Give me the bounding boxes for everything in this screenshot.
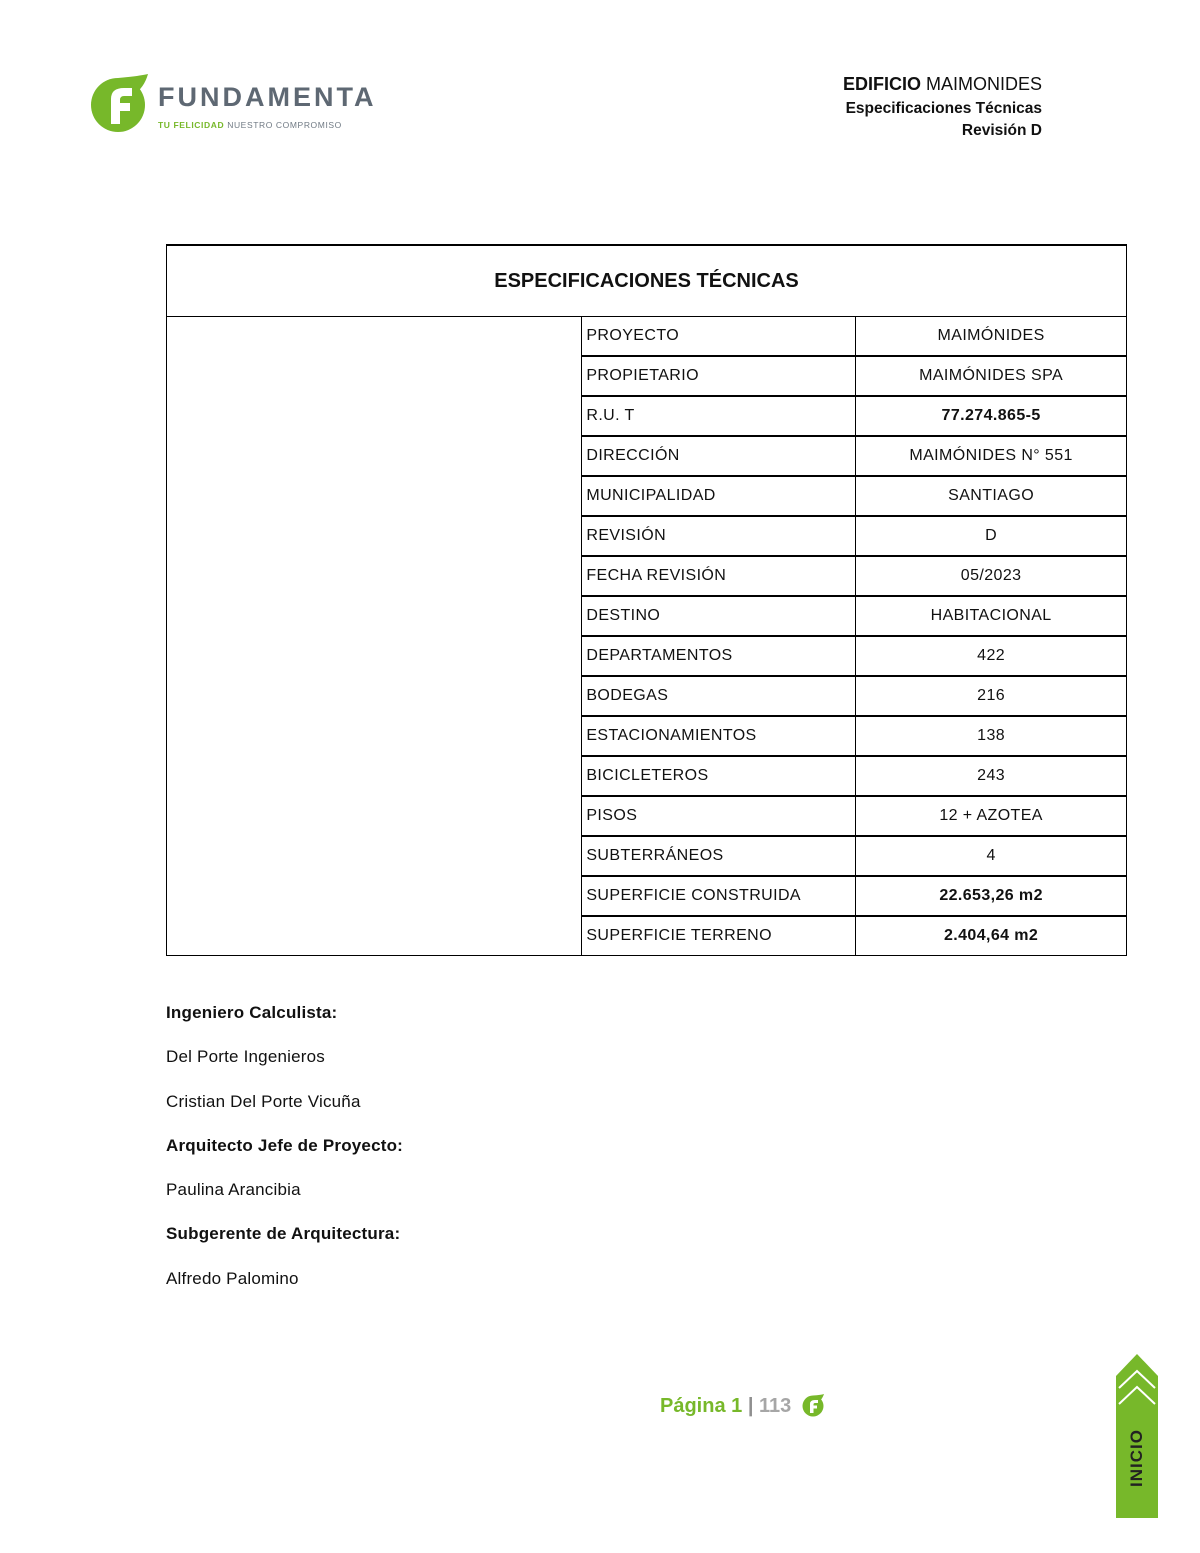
row-value: 4 [856,836,1127,876]
row-value: 243 [856,756,1127,796]
row-label: R.U. T [582,396,856,436]
inicio-label: INICIO [1127,1429,1146,1487]
fundamenta-mini-logo-icon [801,1393,825,1417]
inicio-nav-tab[interactable] [1116,1354,1158,1518]
row-label: ESTACIONAMIENTOS [582,716,856,756]
row-label: SUPERFICIE CONSTRUIDA [582,876,856,916]
page-label: Página [660,1395,726,1417]
page-separator: | [747,1395,754,1417]
row-value: D [856,516,1127,556]
spec-table-empty-cell [167,317,582,956]
row-label: REVISIÓN [582,516,856,556]
row-value: HABITACIONAL [856,596,1127,636]
logo-wordmark: FUNDAMENTA [158,82,377,112]
document-title: Especificaciones Técnicas [845,99,1042,117]
fundamenta-f-logo-icon [88,72,150,136]
row-value: 216 [856,676,1127,716]
calculista-name: Cristian Del Porte Vicuña [166,1091,361,1111]
building-name: MAIMONIDES [925,74,1042,94]
row-value: 422 [856,636,1127,676]
row-value: MAIMÓNIDES N° 551 [856,436,1127,476]
row-value: MAIMÓNIDES SPA [856,356,1127,396]
row-label: SUPERFICIE TERRENO [582,916,856,956]
arquitecto-name: Paulina Arancibia [166,1180,301,1200]
document-header [843,74,1042,141]
page-number: 1 [731,1395,743,1417]
building-title [843,74,1042,96]
total-pages: 113 [759,1395,792,1417]
row-value: 2.404,64 m2 [856,916,1127,956]
spec-table [166,244,1127,956]
row-label: PISOS [582,796,856,836]
row-value: 22.653,26 m2 [856,876,1127,916]
row-label: DESTINO [582,596,856,636]
spec-table-title: ESPECIFICACIONES TÉCNICAS [167,245,1127,317]
logo-tagline [158,120,342,130]
calculista-heading: Ingeniero Calculista: [166,1003,338,1022]
logo-tagline-grey: NUESTRO COMPROMISO [227,120,342,130]
company-logo [88,72,378,138]
row-value: 77.274.865-5 [856,396,1127,436]
row-label: MUNICIPALIDAD [582,476,856,516]
row-label: DEPARTAMENTOS [582,636,856,676]
row-label: BICICLETEROS [582,756,856,796]
row-value: SANTIAGO [856,476,1127,516]
row-label: DIRECCIÓN [582,436,856,476]
row-label: PROPIETARIO [582,356,856,396]
subgerente-heading: Subgerente de Arquitectura: [166,1224,401,1244]
subgerente-name: Alfredo Palomino [166,1268,299,1288]
row-value: MAIMÓNIDES [856,317,1127,357]
row-label: PROYECTO [582,317,856,357]
row-label: SUBTERRÁNEOS [582,836,856,876]
row-value: 138 [856,716,1127,756]
row-value: 12 + AZOTEA [856,796,1127,836]
row-label: BODEGAS [582,676,856,716]
credits-section [166,1001,403,1311]
row-label: FECHA REVISIÓN [582,556,856,596]
arquitecto-heading: Arquitecto Jefe de Proyecto: [166,1135,404,1155]
building-label: EDIFICIO [842,74,921,94]
logo-tagline-green: TU FELICIDAD [158,120,225,130]
row-value: 05/2023 [856,556,1127,596]
document-revision: Revisión D [961,122,1042,140]
calculista-company: Del Porte Ingenieros [166,1047,325,1067]
page-footer [660,1393,825,1418]
table-row [167,317,1127,357]
